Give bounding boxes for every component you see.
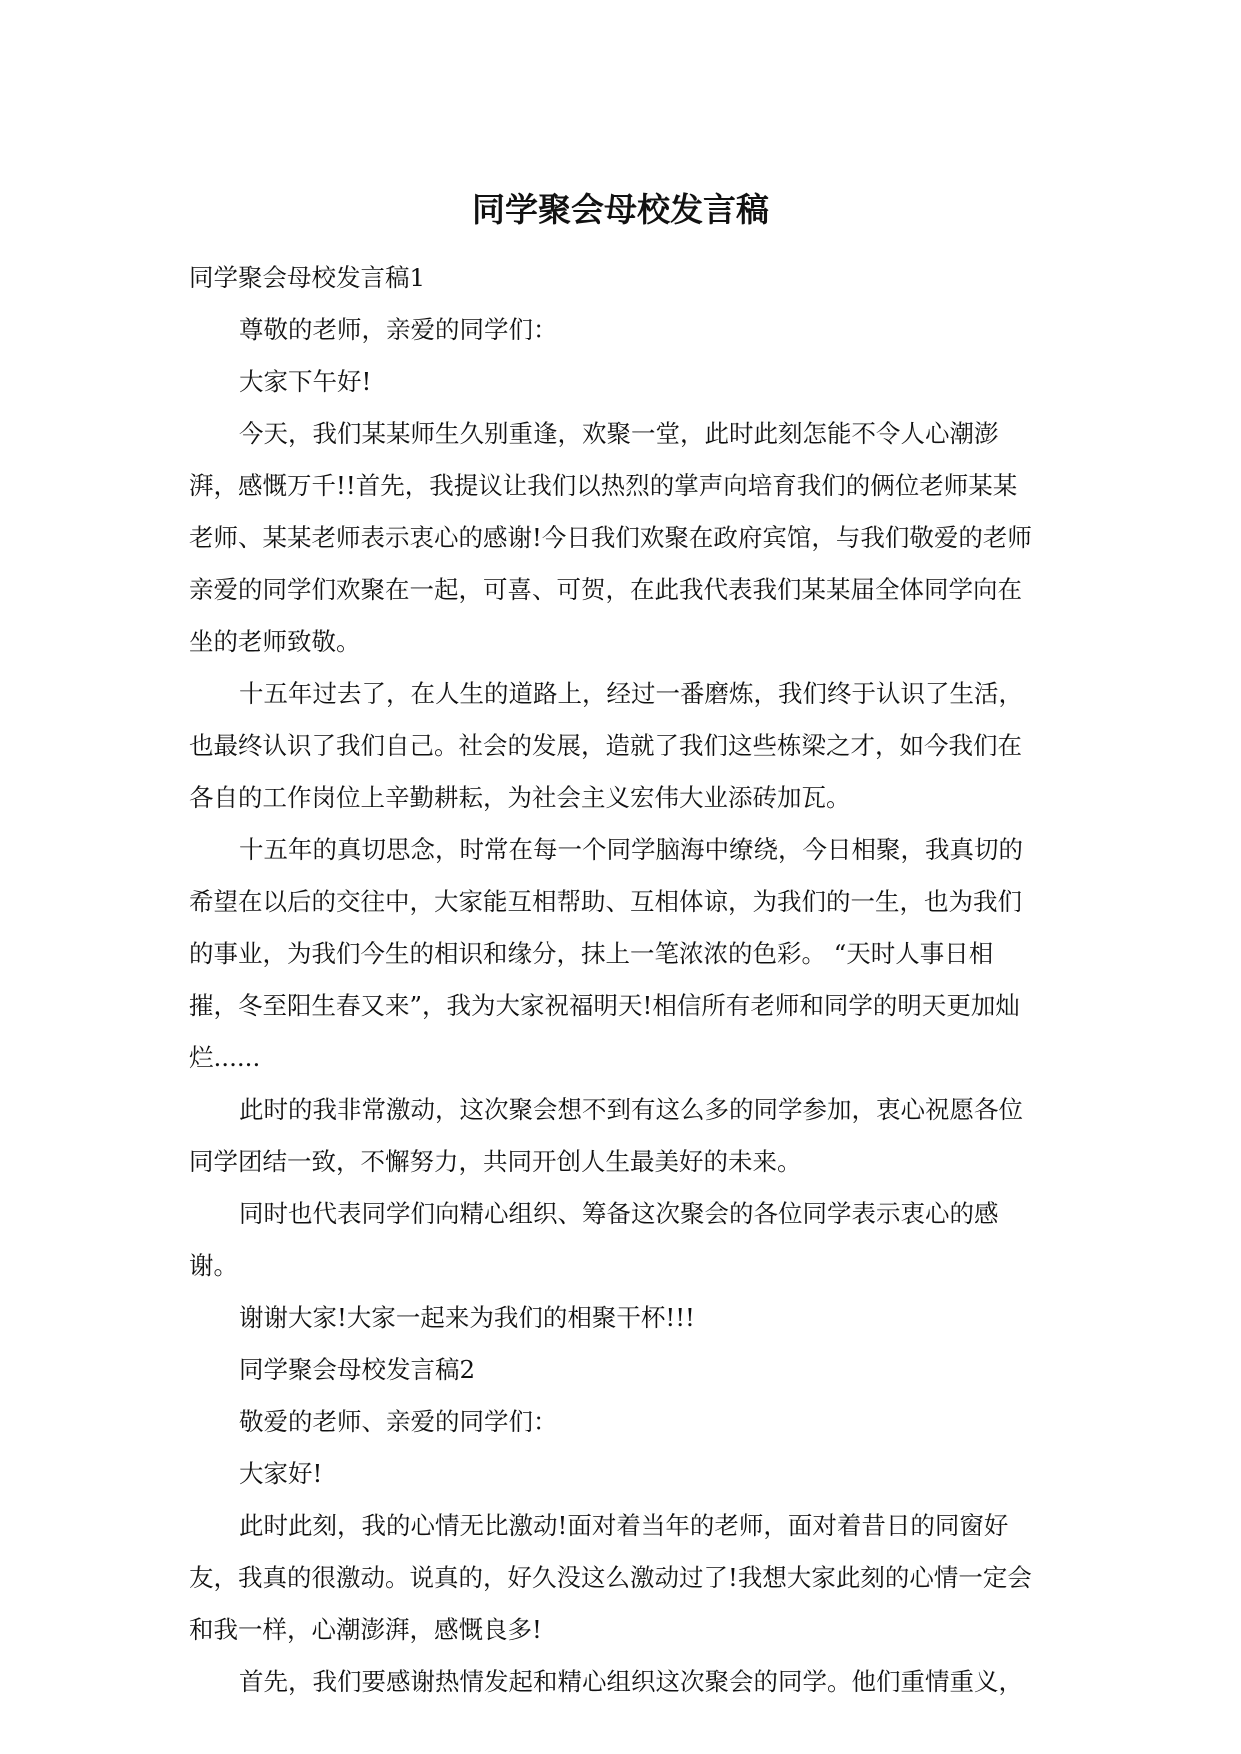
text-line: 希望在以后的交往中，大家能互相帮助、互相体谅，为我们的一生，也为我们 (189, 887, 1022, 916)
text-line: 谢。 (189, 1251, 238, 1280)
text-line: 亲爱的同学们欢聚在一起，可喜、可贺，在此我代表我们某某届全体同学向在 (189, 575, 1022, 604)
text-line: 和我一样，心潮澎湃，感慨良多! (189, 1615, 542, 1644)
text-line: 摧，冬至阳生春又来”，我为大家祝福明天!相信所有老师和同学的明天更加灿 (189, 991, 1020, 1020)
document-title: 同学聚会母校发言稿 (472, 190, 769, 229)
text-line: 今天，我们某某师生久别重逢，欢聚一堂，此时此刻怎能不令人心潮澎 (239, 419, 999, 448)
text-line: 也最终认识了我们自己。社会的发展，造就了我们这些栋梁之才，如今我们在 (189, 731, 1022, 760)
text-line: 敬爱的老师、亲爱的同学们： (239, 1407, 558, 1436)
text-line: 此时的我非常激动，这次聚会想不到有这么多的同学参加，衷心祝愿各位 (239, 1095, 1023, 1124)
document-body (189, 252, 1055, 1708)
text-line: 大家下午好! (239, 367, 372, 396)
text-line: 谢谢大家!大家一起来为我们的相聚干杯!!! (239, 1303, 695, 1332)
text-line: 友，我真的很激动。说真的，好久没这么激动过了!我想大家此刻的心情一定会 (189, 1563, 1032, 1592)
text-line: 烂...... (189, 1043, 261, 1072)
text-line: 十五年过去了，在人生的道路上，经过一番磨炼，我们终于认识了生活， (239, 679, 1023, 708)
text-line: 同时也代表同学们向精心组织、筹备这次聚会的各位同学表示衷心的感 (239, 1199, 999, 1228)
text-line: 同学团结一致，不懈努力，共同开创人生最美好的未来。 (189, 1147, 802, 1176)
text-line: 老师、某某老师表示衷心的感谢!今日我们欢聚在政府宾馆，与我们敬爱的老师 (189, 523, 1032, 552)
text-line: 湃，感慨万千!!首先，我提议让我们以热烈的掌声向培育我们的俩位老师某某 (189, 471, 1018, 500)
text-line: 的事业，为我们今生的相识和缘分，抹上一笔浓浓的色彩。 “天时人事日相 (189, 939, 994, 968)
text-line: 首先，我们要感谢热情发起和精心组织这次聚会的同学。他们重情重义， (239, 1667, 1023, 1696)
text-line: 同学聚会母校发言稿2 (239, 1355, 476, 1384)
text-line: 各自的工作岗位上辛勤耕耘，为社会主义宏伟大业添砖加瓦。 (189, 783, 851, 812)
text-line: 同学聚会母校发言稿1 (189, 263, 426, 292)
text-line: 尊敬的老师，亲爱的同学们： (239, 315, 558, 344)
text-line: 此时此刻，我的心情无比激动!面对着当年的老师，面对着昔日的同窗好 (239, 1511, 1009, 1540)
text-line: 坐的老师致敬。 (189, 627, 361, 656)
text-line: 大家好! (239, 1459, 323, 1488)
text-line: 十五年的真切思念，时常在每一个同学脑海中缭绕，今日相聚，我真切的 (239, 835, 1023, 864)
